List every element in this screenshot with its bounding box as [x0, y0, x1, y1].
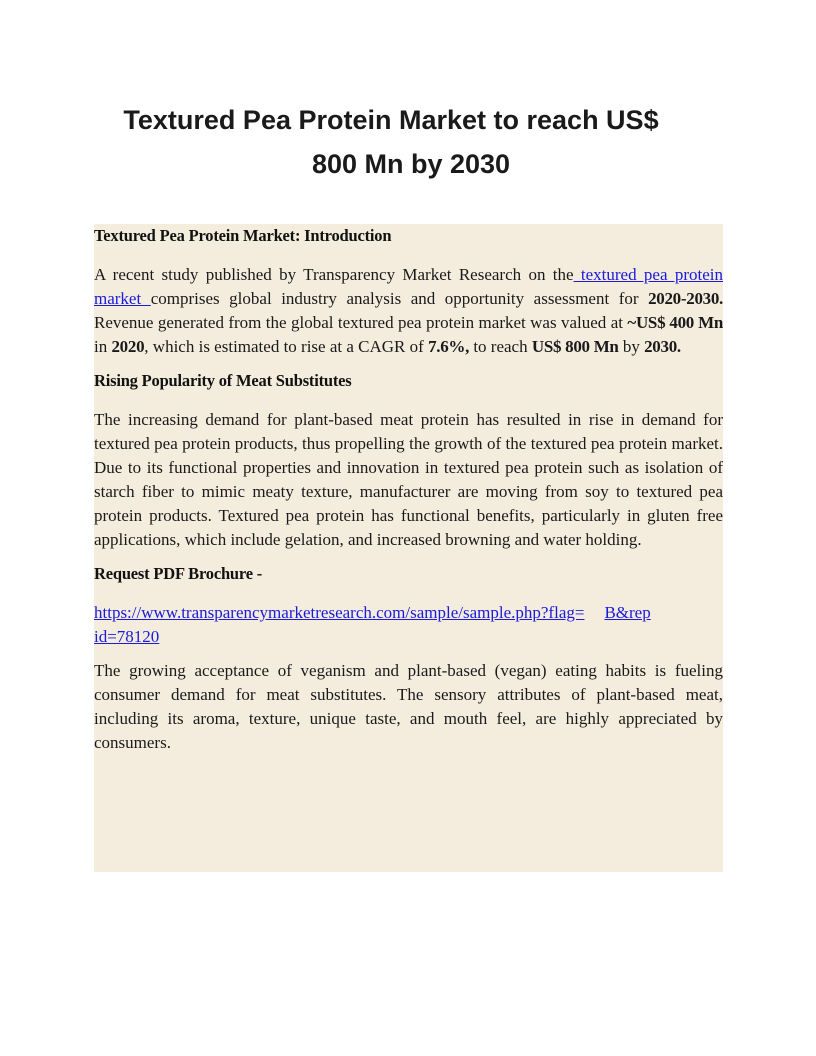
textured-pea-protein-market-link[interactable]: textured pea protein market [94, 265, 724, 308]
intro-text-c: Revenue generated from the global textured pea protein market was valued at [94, 313, 628, 332]
forecast-period: 2020-2030. [648, 289, 723, 308]
document-title [60, 98, 756, 186]
brochure-url-block [94, 601, 723, 649]
intro-text-d: in [94, 337, 112, 356]
target-year: 2030. [644, 337, 681, 356]
meat-substitutes-heading: Rising Popularity of Meat Substitutes [94, 371, 352, 390]
brochure-url-part-3: id=78120 [94, 627, 160, 646]
brochure-url-part-2: B&rep [604, 603, 651, 622]
base-year: 2020 [111, 337, 145, 356]
title-line-1: Textured Pea Protein Market to reach US$ [123, 105, 659, 135]
brochure-link[interactable] [94, 603, 651, 646]
intro-text-a: A recent study published by Transparency Market Research on the [94, 265, 574, 284]
veganism-paragraph: The growing acceptance of veganism and plant-based (vegan) eating habits is fueling consumer demand for meat substitutes. The sensory attributes of plant-based meat, including its aroma, texture, unique taste, and mouth feel, are highly appreciated by consumers. [94, 661, 723, 752]
market-value-2020: ~US$ 400 Mn [627, 313, 723, 332]
intro-text-e: , which is estimated to rise at a CAGR of [144, 337, 429, 356]
meat-substitutes-paragraph: The increasing demand for plant-based meat protein has resulted in rise in demand for textured pea protein products, thus propelling the growth of the textured pea protein market. Due to its functional properties and innovation in textured pea protein such as isolation of starch fiber to mimic meaty texture, manufacturer are moving from soy to textured pea protein products. Textured pea protein has functional benefits, particularly in gluten free applications, which include gelation, and increased browning and water holding. [94, 410, 723, 549]
intro-text-b: comprises global industry analysis and opportunity assessment for [150, 289, 649, 308]
intro-text-f: to reach [469, 337, 532, 356]
market-value-2030: US$ 800 Mn [531, 337, 619, 356]
brochure-url-part-1: https://www.transparencymarketresearch.com/sample/sample.php?flag= [94, 603, 585, 622]
title-line-2: 800 Mn by 2030 [311, 149, 511, 179]
content-body [94, 224, 723, 755]
intro-text-g: by [618, 337, 645, 356]
cagr-value: 7.6%, [428, 337, 470, 356]
intro-paragraph [94, 263, 723, 359]
brochure-heading: Request PDF Brochure - [94, 564, 263, 583]
intro-heading: Textured Pea Protein Market: Introduction [94, 226, 392, 245]
